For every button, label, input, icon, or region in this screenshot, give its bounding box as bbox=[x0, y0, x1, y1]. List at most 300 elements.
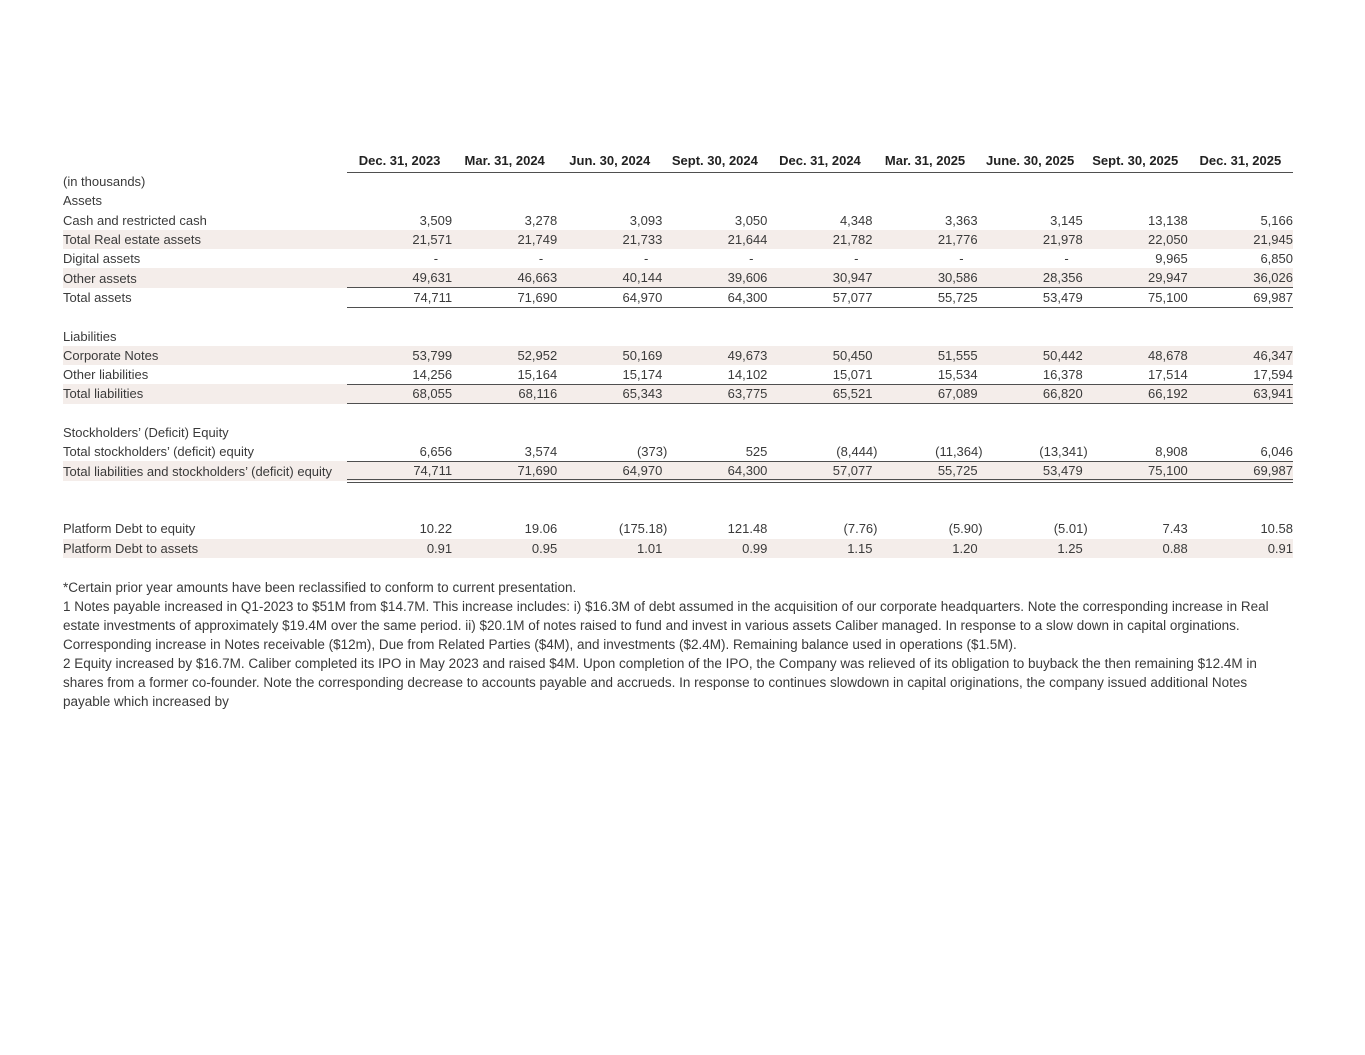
value-cell bbox=[1188, 288, 1293, 307]
value-cell bbox=[767, 365, 872, 384]
table-row bbox=[63, 346, 1293, 365]
value-cell bbox=[347, 423, 452, 442]
header-row bbox=[63, 148, 1293, 172]
cell-value: 28,356 bbox=[1042, 270, 1083, 286]
cell-value: 55,725 bbox=[937, 462, 978, 478]
value-cell bbox=[767, 230, 872, 249]
value-cell bbox=[1188, 249, 1293, 268]
value-cell bbox=[978, 539, 1083, 558]
cell-value: 1.15 bbox=[847, 540, 873, 556]
value-cell bbox=[873, 423, 978, 442]
value-cell bbox=[873, 404, 978, 423]
cell-value: 29,947 bbox=[1148, 270, 1188, 286]
value-cell bbox=[1083, 384, 1188, 403]
cell-value: 17,514 bbox=[1148, 366, 1188, 382]
value-cell bbox=[347, 326, 452, 345]
row-label: Corporate Notes bbox=[63, 347, 159, 363]
value-cell bbox=[978, 404, 1083, 423]
value-cell bbox=[452, 500, 557, 519]
cell-value: 68,116 bbox=[518, 386, 558, 402]
value-cell bbox=[1083, 326, 1188, 345]
cell-value: - bbox=[959, 251, 964, 267]
cell-value: 36,026 bbox=[1253, 270, 1293, 286]
cell-value: 69,987 bbox=[1253, 462, 1293, 478]
cell-value: 21,644 bbox=[727, 232, 768, 248]
value-cell bbox=[767, 288, 872, 307]
cell-value: - bbox=[538, 251, 544, 267]
value-cell bbox=[662, 384, 767, 403]
cell-value: 64,970 bbox=[622, 462, 663, 478]
value-cell bbox=[1188, 211, 1293, 230]
cell-value: 10.58 bbox=[1260, 521, 1293, 537]
value-cell bbox=[347, 268, 452, 287]
value-cell bbox=[662, 211, 767, 230]
cell-value: (7.76) bbox=[843, 521, 878, 537]
cell-value: 63,775 bbox=[727, 386, 768, 402]
value-cell bbox=[873, 191, 978, 210]
cell-value: 51,555 bbox=[937, 347, 978, 363]
cell-value: (13,341) bbox=[1039, 444, 1088, 460]
value-cell bbox=[978, 481, 1083, 500]
value-cell bbox=[978, 442, 1088, 461]
cell-value: 5,166 bbox=[1260, 212, 1293, 228]
value-cell bbox=[1083, 423, 1188, 442]
value-cell bbox=[1188, 500, 1293, 519]
cell-value: (5.90) bbox=[948, 521, 983, 537]
value-cell bbox=[557, 442, 668, 461]
value-cell bbox=[662, 500, 767, 519]
value-cell bbox=[557, 539, 662, 558]
cell-value: 39,606 bbox=[727, 270, 768, 286]
row-label: Total liabilities bbox=[63, 386, 144, 402]
cell-value: 21,571 bbox=[412, 232, 453, 248]
value-cell bbox=[452, 346, 557, 365]
cell-value: 63,941 bbox=[1253, 386, 1293, 402]
cell-value: 46,663 bbox=[517, 270, 558, 286]
value-cell bbox=[557, 172, 662, 191]
row-label: Cash and restricted cash bbox=[63, 212, 207, 228]
value-cell bbox=[1083, 307, 1188, 326]
cell-value: 71,690 bbox=[517, 462, 558, 478]
cell-value: 21,776 bbox=[937, 232, 978, 248]
column-header: Jun. 30, 2024 bbox=[557, 148, 662, 172]
cell-value: 64,300 bbox=[727, 289, 768, 305]
value-cell bbox=[1188, 346, 1293, 365]
table-row bbox=[63, 461, 1293, 480]
row-label: Total stockholders’ (deficit) equity bbox=[63, 444, 254, 460]
cell-value: 21,978 bbox=[1042, 232, 1083, 248]
cell-value: 3,574 bbox=[524, 444, 558, 460]
value-cell bbox=[557, 365, 662, 384]
value-cell bbox=[452, 211, 557, 230]
value-cell bbox=[662, 461, 767, 480]
value-cell bbox=[873, 442, 983, 461]
value-cell bbox=[767, 423, 872, 442]
value-cell bbox=[347, 249, 452, 268]
value-cell bbox=[662, 519, 767, 538]
section-row bbox=[63, 326, 1293, 345]
value-cell bbox=[347, 404, 452, 423]
value-cell bbox=[873, 461, 978, 480]
cell-value: (8,444) bbox=[836, 444, 878, 460]
cell-value: 9,965 bbox=[1155, 251, 1188, 267]
value-cell bbox=[662, 191, 767, 210]
value-cell bbox=[452, 288, 557, 307]
value-cell bbox=[347, 288, 452, 307]
cell-value: 75,100 bbox=[1148, 289, 1188, 305]
column-header: Sept. 30, 2024 bbox=[662, 148, 767, 172]
value-cell bbox=[662, 423, 767, 442]
value-cell bbox=[978, 268, 1083, 287]
value-cell bbox=[1083, 442, 1188, 461]
cell-value: 15,164 bbox=[517, 366, 558, 382]
cell-value: 55,725 bbox=[937, 289, 978, 305]
value-cell bbox=[978, 346, 1083, 365]
cell-value: 21,749 bbox=[517, 232, 558, 248]
value-cell bbox=[767, 346, 872, 365]
value-cell bbox=[557, 191, 662, 210]
value-cell bbox=[1083, 461, 1188, 480]
column-header: Dec. 31, 2023 bbox=[347, 148, 452, 172]
value-cell bbox=[1083, 365, 1188, 384]
cell-value: 3,278 bbox=[524, 212, 558, 228]
cell-value: 0.95 bbox=[531, 540, 558, 556]
row-label: Digital assets bbox=[63, 251, 141, 267]
value-cell bbox=[1083, 481, 1188, 500]
cell-value: 21,945 bbox=[1253, 232, 1293, 248]
cell-value: 6,656 bbox=[419, 444, 453, 460]
value-cell bbox=[1083, 500, 1188, 519]
value-cell bbox=[452, 404, 557, 423]
table-row bbox=[63, 230, 1293, 249]
value-cell bbox=[662, 404, 767, 423]
value-cell bbox=[452, 442, 557, 461]
table-row bbox=[63, 519, 1293, 538]
cell-value: 71,690 bbox=[517, 289, 558, 305]
cell-value: 68,055 bbox=[412, 386, 453, 402]
value-cell bbox=[1188, 539, 1293, 558]
value-cell bbox=[452, 230, 557, 249]
cell-value: (5.01) bbox=[1053, 521, 1088, 537]
cell-value: 0.99 bbox=[742, 540, 768, 556]
cell-value: 14,256 bbox=[412, 366, 453, 382]
value-cell bbox=[347, 442, 452, 461]
value-cell bbox=[452, 461, 557, 480]
value-cell bbox=[873, 230, 978, 249]
value-cell bbox=[767, 307, 872, 326]
value-cell bbox=[873, 481, 978, 500]
value-cell bbox=[347, 191, 452, 210]
value-cell bbox=[1083, 249, 1188, 268]
cell-value: 46,347 bbox=[1253, 347, 1293, 363]
cell-value: 16,378 bbox=[1042, 366, 1083, 382]
cell-value: 121.48 bbox=[727, 521, 768, 537]
table-row bbox=[63, 211, 1293, 230]
value-cell bbox=[1188, 268, 1293, 287]
value-cell bbox=[662, 172, 767, 191]
cell-value: 53,479 bbox=[1042, 289, 1083, 305]
value-cell bbox=[1083, 191, 1188, 210]
cell-value: 6,850 bbox=[1260, 251, 1293, 267]
column-header: Dec. 31, 2025 bbox=[1188, 148, 1293, 172]
row-label bbox=[63, 500, 347, 519]
table-header bbox=[63, 148, 1293, 172]
value-cell bbox=[557, 481, 662, 500]
cell-value: 74,711 bbox=[413, 462, 453, 478]
value-cell bbox=[978, 191, 1083, 210]
value-cell bbox=[557, 268, 662, 287]
value-cell bbox=[452, 519, 557, 538]
spacer-row bbox=[63, 404, 1293, 423]
cell-value: 65,521 bbox=[832, 386, 873, 402]
cell-value: 4,348 bbox=[839, 212, 873, 228]
value-cell bbox=[557, 404, 662, 423]
value-cell bbox=[347, 500, 452, 519]
cell-value: 30,947 bbox=[832, 270, 873, 286]
value-cell bbox=[557, 423, 662, 442]
value-cell bbox=[1188, 365, 1293, 384]
cell-value: 8,908 bbox=[1155, 444, 1188, 460]
value-cell bbox=[347, 211, 452, 230]
cell-value: 15,071 bbox=[832, 366, 873, 382]
value-cell bbox=[1188, 481, 1293, 500]
cell-value: 66,820 bbox=[1042, 386, 1083, 402]
value-cell bbox=[347, 384, 452, 403]
value-cell bbox=[1188, 172, 1293, 191]
value-cell bbox=[557, 230, 662, 249]
value-cell bbox=[347, 461, 452, 480]
value-cell bbox=[662, 249, 767, 268]
value-cell bbox=[347, 481, 452, 500]
cell-value: 0.88 bbox=[1162, 540, 1188, 556]
cell-value: 75,100 bbox=[1148, 462, 1188, 478]
value-cell bbox=[347, 365, 452, 384]
value-cell bbox=[767, 539, 872, 558]
cell-value: 52,952 bbox=[517, 347, 558, 363]
value-cell bbox=[662, 442, 767, 461]
value-cell bbox=[557, 288, 662, 307]
value-cell bbox=[1188, 461, 1293, 480]
value-cell bbox=[767, 384, 872, 403]
value-cell bbox=[557, 307, 662, 326]
cell-value: 0.91 bbox=[1267, 540, 1293, 556]
value-cell bbox=[873, 519, 983, 538]
cell-value: 57,077 bbox=[832, 289, 873, 305]
value-cell bbox=[978, 500, 1083, 519]
cell-value: 64,970 bbox=[622, 289, 663, 305]
value-cell bbox=[347, 230, 452, 249]
value-cell bbox=[767, 461, 872, 480]
row-label: Total assets bbox=[63, 289, 132, 305]
table-row bbox=[63, 268, 1293, 287]
value-cell bbox=[873, 211, 978, 230]
cell-value: - bbox=[854, 251, 859, 267]
value-cell bbox=[873, 249, 978, 268]
value-cell bbox=[767, 519, 878, 538]
value-cell bbox=[873, 326, 978, 345]
value-cell bbox=[978, 423, 1083, 442]
value-cell bbox=[452, 481, 557, 500]
cell-value: 50,450 bbox=[832, 347, 873, 363]
cell-value: 49,673 bbox=[727, 347, 768, 363]
value-cell bbox=[767, 404, 872, 423]
row-label: Total liabilities and stockholders’ (deficit) equity bbox=[63, 463, 333, 479]
value-cell bbox=[1188, 519, 1293, 538]
value-cell bbox=[1188, 442, 1293, 461]
value-cell bbox=[347, 539, 452, 558]
value-cell bbox=[557, 326, 662, 345]
footnote: 1 Notes payable increased in Q1-2023 to $51M from $14.7M. This increase includes: i) $16.3M of debt assumed in the acquisition of our corporate headquarters. Note the corresponding increase in Real estate investments of approximately $19.4M over the same period. ii) $20.1M of notes raised to fund and invest in various assets Caliber managed. In response to a slow down in capital orginations. Corresponding increase in Notes receivable ($12m), Due from Related Parties ($4M), and investments ($2.4M). Remaining balance used in operations ($1.5M). bbox=[63, 599, 1269, 652]
value-cell bbox=[767, 249, 872, 268]
value-cell bbox=[452, 172, 557, 191]
value-cell bbox=[978, 288, 1083, 307]
value-cell bbox=[347, 346, 452, 365]
value-cell bbox=[1083, 211, 1188, 230]
value-cell bbox=[1083, 519, 1188, 538]
footnotes-block bbox=[63, 578, 1285, 711]
value-cell bbox=[662, 326, 767, 345]
value-cell bbox=[767, 191, 872, 210]
row-label: (in thousands) bbox=[63, 174, 146, 190]
value-cell bbox=[873, 307, 978, 326]
value-cell bbox=[557, 384, 662, 403]
cell-value: 21,733 bbox=[622, 232, 663, 248]
column-header: Mar. 31, 2024 bbox=[452, 148, 557, 172]
value-cell bbox=[557, 519, 668, 538]
value-cell bbox=[557, 249, 662, 268]
cell-value: 3,050 bbox=[734, 212, 768, 228]
cell-value: 65,343 bbox=[622, 386, 663, 402]
value-cell bbox=[873, 268, 978, 287]
value-cell bbox=[873, 384, 978, 403]
value-cell bbox=[662, 365, 767, 384]
cell-value: 57,077 bbox=[832, 462, 873, 478]
table-row bbox=[63, 539, 1293, 558]
row-label: Total Real estate assets bbox=[63, 232, 202, 248]
value-cell bbox=[767, 500, 872, 519]
cell-value: 6,046 bbox=[1260, 444, 1293, 460]
cell-value: - bbox=[749, 251, 754, 267]
row-label: Liabilities bbox=[63, 328, 117, 344]
cell-value: 69,987 bbox=[1253, 289, 1293, 305]
value-cell bbox=[1083, 172, 1188, 191]
cell-value: 64,300 bbox=[727, 462, 768, 478]
row-label: Stockholders’ (Deficit) Equity bbox=[63, 425, 229, 440]
cell-value: 19.06 bbox=[524, 521, 558, 537]
cell-value: 1.25 bbox=[1057, 540, 1083, 556]
cell-value: (11,364) bbox=[935, 444, 983, 460]
spacer-row bbox=[63, 481, 1293, 500]
cell-value: 74,711 bbox=[413, 289, 453, 305]
spacer-row bbox=[63, 307, 1293, 326]
header-corner-cell bbox=[63, 148, 347, 172]
value-cell bbox=[1083, 404, 1188, 423]
table-row bbox=[63, 288, 1293, 307]
cell-value: - bbox=[433, 251, 439, 267]
cell-value: 50,169 bbox=[622, 347, 663, 363]
value-cell bbox=[978, 384, 1083, 403]
cell-value: 0.91 bbox=[426, 540, 453, 556]
cell-value: (373) bbox=[636, 444, 668, 460]
cell-value: 15,534 bbox=[937, 366, 978, 382]
cell-value: 48,678 bbox=[1148, 347, 1188, 363]
value-cell bbox=[978, 211, 1083, 230]
section-row bbox=[63, 191, 1293, 210]
value-cell bbox=[452, 268, 557, 287]
value-cell bbox=[347, 519, 452, 538]
value-cell bbox=[452, 384, 557, 403]
value-cell bbox=[662, 307, 767, 326]
cell-value: 40,144 bbox=[622, 270, 663, 286]
value-cell bbox=[1188, 423, 1293, 442]
table-row bbox=[63, 365, 1293, 384]
value-cell bbox=[1083, 346, 1188, 365]
cell-value: 53,479 bbox=[1042, 462, 1083, 478]
value-cell bbox=[767, 442, 878, 461]
value-cell bbox=[978, 307, 1083, 326]
value-cell bbox=[978, 461, 1083, 480]
row-label: Platform Debt to assets bbox=[63, 540, 199, 556]
column-header: June. 30, 2025 bbox=[978, 148, 1083, 172]
table-row bbox=[63, 384, 1293, 403]
value-cell bbox=[978, 326, 1083, 345]
cell-value: 7.43 bbox=[1162, 521, 1188, 537]
row-label: Assets bbox=[63, 193, 103, 209]
cell-value: 10.22 bbox=[419, 521, 453, 537]
column-header: Mar. 31, 2025 bbox=[873, 148, 978, 172]
cell-value: 67,089 bbox=[937, 386, 978, 402]
cell-value: 3,363 bbox=[945, 212, 978, 228]
cell-value: 49,631 bbox=[412, 270, 453, 286]
cell-value: 525 bbox=[745, 444, 768, 460]
table-body bbox=[63, 172, 1293, 558]
value-cell bbox=[557, 500, 662, 519]
value-cell bbox=[978, 519, 1088, 538]
value-cell bbox=[452, 539, 557, 558]
value-cell bbox=[452, 365, 557, 384]
column-header: Sept. 30, 2025 bbox=[1083, 148, 1188, 172]
value-cell bbox=[873, 500, 978, 519]
footnote: 2 Equity increased by $16.7M. Caliber completed its IPO in May 2023 and raised $4M. Upon completion of the IPO, the Company was relieved of its obligation to buyback the then remaining $12.4M in shares from a former co-founder. Note the corresponding decrease to accounts payable and accrueds. In response to continues slowdown in capital originations, the company issued additional Notes payable which increased by bbox=[63, 656, 1257, 709]
value-cell bbox=[767, 211, 872, 230]
section-row bbox=[63, 172, 1293, 191]
cell-value: - bbox=[1064, 251, 1069, 267]
cell-value: 3,145 bbox=[1050, 212, 1083, 228]
cell-value: (175.18) bbox=[618, 521, 668, 537]
value-cell bbox=[978, 230, 1083, 249]
cell-value: 17,594 bbox=[1253, 366, 1293, 382]
cell-value: 66,192 bbox=[1148, 386, 1188, 402]
cell-value: 1.20 bbox=[952, 540, 978, 556]
cell-value: 14,102 bbox=[727, 366, 768, 382]
value-cell bbox=[662, 539, 767, 558]
cell-value: 1.01 bbox=[637, 540, 663, 556]
value-cell bbox=[1188, 230, 1293, 249]
value-cell bbox=[978, 249, 1083, 268]
row-label: Other assets bbox=[63, 270, 137, 286]
row-label: Platform Debt to equity bbox=[63, 521, 196, 537]
footnote: *Certain prior year amounts have been reclassified to conform to current presentation. bbox=[63, 580, 577, 595]
value-cell bbox=[557, 211, 662, 230]
value-cell bbox=[978, 365, 1083, 384]
value-cell bbox=[873, 288, 978, 307]
section-row bbox=[63, 423, 1293, 442]
cell-value: - bbox=[643, 251, 649, 267]
value-cell bbox=[557, 346, 662, 365]
value-cell bbox=[452, 326, 557, 345]
table-row bbox=[63, 249, 1293, 268]
value-cell bbox=[873, 346, 978, 365]
